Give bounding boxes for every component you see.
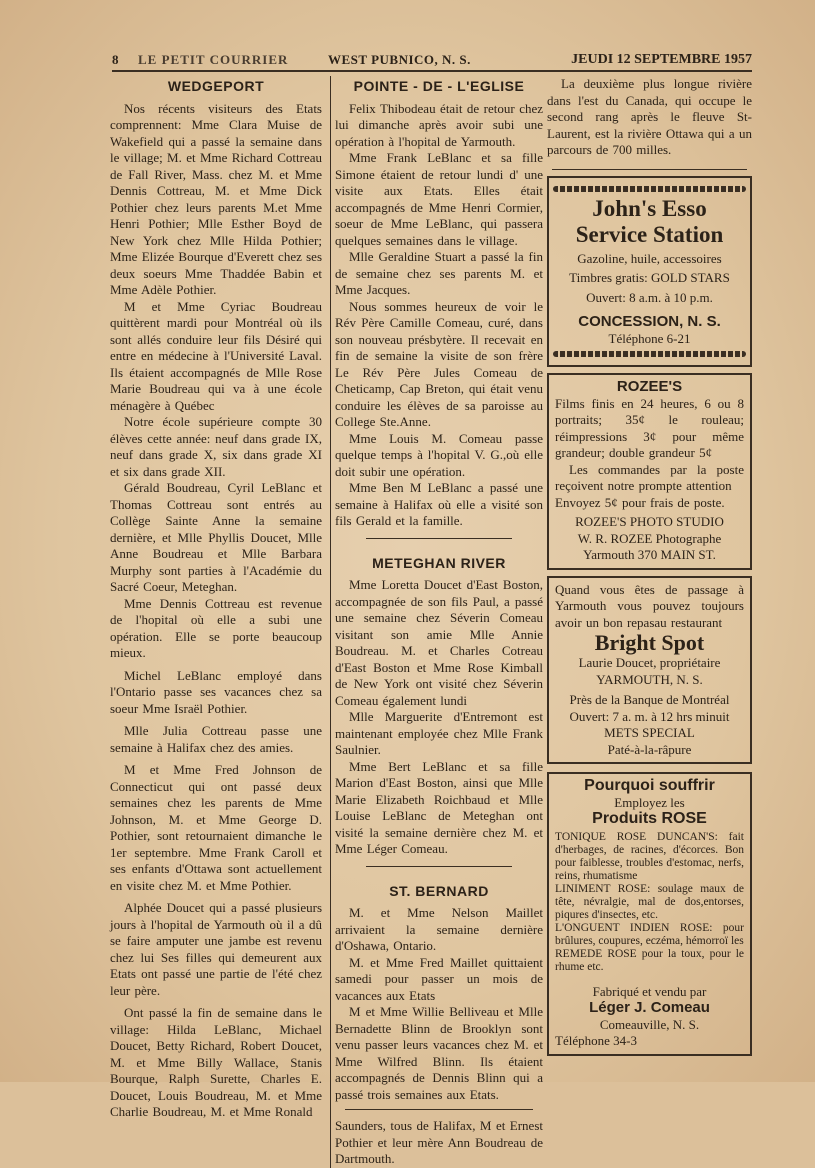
ad-phone: Téléphone 34-3 [555,1033,637,1048]
ad-title: John's Esso Service Station [575,195,724,247]
ad-place: CONCESSION, N. S. [578,313,721,330]
continued-paragraph: Saunders, tous de Halifax, M et Ernest Pothier et leur mère Ann Boudreau de Dartmouth. [335,1118,543,1166]
paragraph: Gérald Boudreau, Cyril LeBlanc et Thomas Cottreau sont entrés au Collège Sainte Anne la semaine dernière, et Mlle Phyllis Doucet, Mlle Anne Boudreau et Mlle Barbara Murphy sont parties à l'Académie du Sacré Coeur, Meteghan. [110,480,322,594]
paragraph: M. et Mme Nelson Maillet arrivaient la semaine dernière d'Oshawa, Ontario. [335,905,543,953]
divider [345,1109,532,1110]
paragraph: Notre école supérieure compte 30 élèves cette année: neuf dans grade IX, neuf dans grade X, six dans grade XI et six dans grade XII. [110,414,322,479]
paragraph: Mlle Geraldine Stuart a passé la fin de semaine chez ses parents M. et Mme Jacques. [335,249,543,297]
divider [366,866,512,867]
ad-owner: W. R. ROZEE Photographe [577,530,722,546]
dateline-place: WEST PUBNICO, N. S. [328,52,471,67]
product-item: LINIMENT ROSE: soulage maux de tête, névralgie, mal de dos,entorses, piqures d'insectes, etc. [555,882,744,921]
section-title: ST. BERNARD [389,882,489,899]
ad-esso-station [547,176,752,368]
ad-town: Comeauville, N. S. [599,1016,700,1032]
ad-text: Envoyez 5¢ pour frais de poste. [555,494,725,510]
chain-border [553,186,746,192]
paragraph: Mme Bert LeBlanc et sa fille Marion d'East Boston, ainsi que Mlle Marie Elizabeth Roichbaud et Mlle Louise LeBlanc de Meteghan ont visité la semaine dernière chez M. et Mme Léger Comeau. [335,758,543,856]
ad-line: Ouvert: 8 a.m. à 10 p.m. [586,289,713,305]
paragraph: Michel LeBlanc employé dans l'Ontario passe ses vacances chez sa soeur Mme Israël Pothier. [110,667,322,716]
paragraph: Mme Louis M. Comeau passe quelque temps à l'hopital V. G.,où elle doit subir une opération. [335,430,543,479]
product-item: REMEDE ROSE pour la toux, pour le rhume etc. [555,947,744,973]
ad-town: YARMOUTH, N. S. [596,671,703,687]
ad-owner: Laurie Doucet, propriétaire [578,655,721,670]
product-item: TONIQUE ROSE DUNCAN'S: fait d'herbages, de racines, d'écorces. Bon pour faiblesse, troubles d'estomac, nerfs, reins, rhumatisme [555,830,744,882]
masthead [112,48,752,72]
ad-text: Les commandes par la poste reçoivent notre prompte attention [555,461,744,493]
ad-rozees [547,373,752,570]
filler-paragraph: La deuxième plus longue rivière dans l'est du Canada, qui occupe le second rang après le fleuve St-Laurent, est la rivière Ottawa qui a un parcours de 700 milles. [547,76,752,157]
ad-special: METS SPECIAL [604,725,695,740]
paragraph: Mlle Marguerite d'Entremont est maintenant employée chez Mlle Frank Saulnier. [335,709,543,757]
ad-text: Quand vous êtes de passage à Yarmouth vous pouvez toujours avoir un bon repasau restaurant [555,581,744,630]
paragraph: Ont passé la fin de semaine dans le village: Hilda LeBlanc, Michael Doucet, Betty Richard, Robert Doucet, M. et Mme Billy Wallace, Stanis Bourque, Ralph Surette, Charles E. Doucet, Louis Boudreau, M. et Mme Charlie Boudreau, M. et Mme Ronald [110,1005,322,1119]
column-ads [547,76,752,1056]
chain-border [553,351,746,357]
issue-date: JEUDI 12 SEPTEMBRE 1957 [571,52,752,67]
paragraph: Mme Dennis Cottreau est revenue de l'hopital où elle a subi une opération. Elle se porte beaucoup mieux. [110,595,322,660]
paragraph: M et Mme Willie Belliveau et Mlle Bernadette Blinn de Brooklyn sont venu passer leurs vacances chez M. et Mme Wilfred Blinn. Ils étaient accompagnés de Dennis Blinn qui a passé trois semaines aux Etats. [335,1004,543,1102]
ad-text: Films finis en 24 heures, 6 ou 8 portraits; 35¢ le rouleau; réimpressions 3¢ pour même grandeur; double grandeur 5¢ [555,395,744,460]
ad-title: ROZEE'S [616,378,683,395]
ad-produits-rose [547,772,752,1056]
ad-line: Gazoline, huile, accessoires [577,250,722,266]
ad-title: Pourquoi souffrir [584,777,715,794]
section-title: POINTE - DE - L'EGLISE [353,78,525,94]
ad-maker: Léger J. Comeau [589,999,710,1016]
paragraph: Nous sommes heureux de voir le Rév Père Camille Comeau, curé, dans son nouveau présbytère. Il recevait en fin de semaine la visite de son frère Le Rév Père Jules Comeau de Cheticamp, Cap Breton, qui était venu conduire les élèves de sa paroisse au College Ste.Anne. [335,298,543,429]
ad-phone: Téléphone 6-21 [608,330,691,346]
ad-studio: ROZEE'S PHOTO STUDIO [575,514,724,529]
section-title: WEDGEPORT [167,78,265,94]
ad-hours: Ouvert: 7 a. m. à 12 hrs minuit [569,708,730,724]
newspaper-name: LE PETIT COURRIER [138,52,289,67]
ad-line: Timbres gratis: GOLD STARS [569,270,730,285]
paragraph: Alphée Doucet qui a passé plusieurs jours à l'hopital de Yarmouth où il a dû se faire amputer une jambe est revenu chez lui Ses filles qui demeurent aux Etats ont passé une partie de l'été chez leur père. [110,900,322,998]
paragraph: Mme Frank LeBlanc et sa fille Simone étaient de retour lundi d' une visite aux Etats. Elles était accompagnés de Mme Henri Cormier, soeur de Mme LeBlanc, qui passera quelques semaines dans le village. [335,150,543,248]
ad-title: Bright Spot [594,630,705,655]
section-title: METEGHAN RIVER [372,554,506,571]
paragraph: Mlle Julia Cottreau passe une semaine à Halifax chez des amies. [110,723,322,755]
paragraph: M et Mme Fred Johnson de Connecticut qui ont passé deux semaines chez les parents de Mme Johnson, M. et Mme George D. Pothier, sont retournaient dimanche le 1er septembre. Mme Frank Caroll et ses enfants d'Ottawa sont actuellement en visite chez M. et Mme Pothier. [110,762,322,893]
product-item: L'ONGUENT INDIEN ROSE: pour brûlures, coupures, eczéma, hémorroï les [555,921,744,947]
ad-location: Près de la Banque de Montréal [569,692,730,707]
ad-dish: Paté-à-la-râpure [607,741,692,757]
ad-address: Yarmouth 370 MAIN ST. [583,547,716,562]
paragraph: M et Mme Cyriac Boudreau quittèrent mardi pour Montréal où ils sont allés conduire leur fils Désiré qui entre en médecine à l'Université Laval. Ils étaient accompagnés de Mlle Rose Marie Boudreau qui va à une école ménagère à Québec [110,298,322,413]
paragraph: Mme Ben M LeBlanc a passé une semaine à Halifax où elle a visité son fils Gerald et la famille. [335,480,543,528]
column-wedgeport [110,76,322,1121]
paragraph: Nos récents visiteurs des Etats comprennent: Mme Clara Muise de Wakefield qui a passé la semaine dans le village; M. et Mme Richard Cottreau de Fall River, Mass. chez M. et Mme Dennis Cottreau, M. et Mme Dick Pothier chez leurs parents M.et Mme Henri Pothier; Mlle Esther Boyd de New York chez Mlle Hilda Pothier; Mme Elizée Bourque d'Everett chez ses deux soeurs Mme Thaddée Babin et Mme Adèle Pothier. [110,100,323,297]
paragraph: M. et Mme Fred Maillet quittaient samedi pour passer un mois de vacances aux Etats [335,954,543,1003]
ad-made-by-label: Fabriqué et vendu par [592,983,707,999]
column-middle [330,76,543,1168]
divider [552,169,747,170]
ad-brand: Produits ROSE [592,810,707,827]
divider [366,538,512,539]
page-number: 8 [112,52,119,67]
paragraph: Felix Thibodeau était de retour chez lui dimanche après avoir subi une opération à l'hopital de Yarmouth. [335,100,543,149]
paragraph: Mme Loretta Doucet d'East Boston, accompagnée de son fils Paul, a passé une semaine chez Séverin Comeau visitant son amie Mlle Annie Boudreau. M. et Charles Cotreau d'East Boston et Mme Rose Kimball de New York ont visité chez Séverin Comeau également lundi [335,577,543,708]
ad-bright-spot [547,576,752,765]
ad-subtitle: Employez les [614,794,685,810]
